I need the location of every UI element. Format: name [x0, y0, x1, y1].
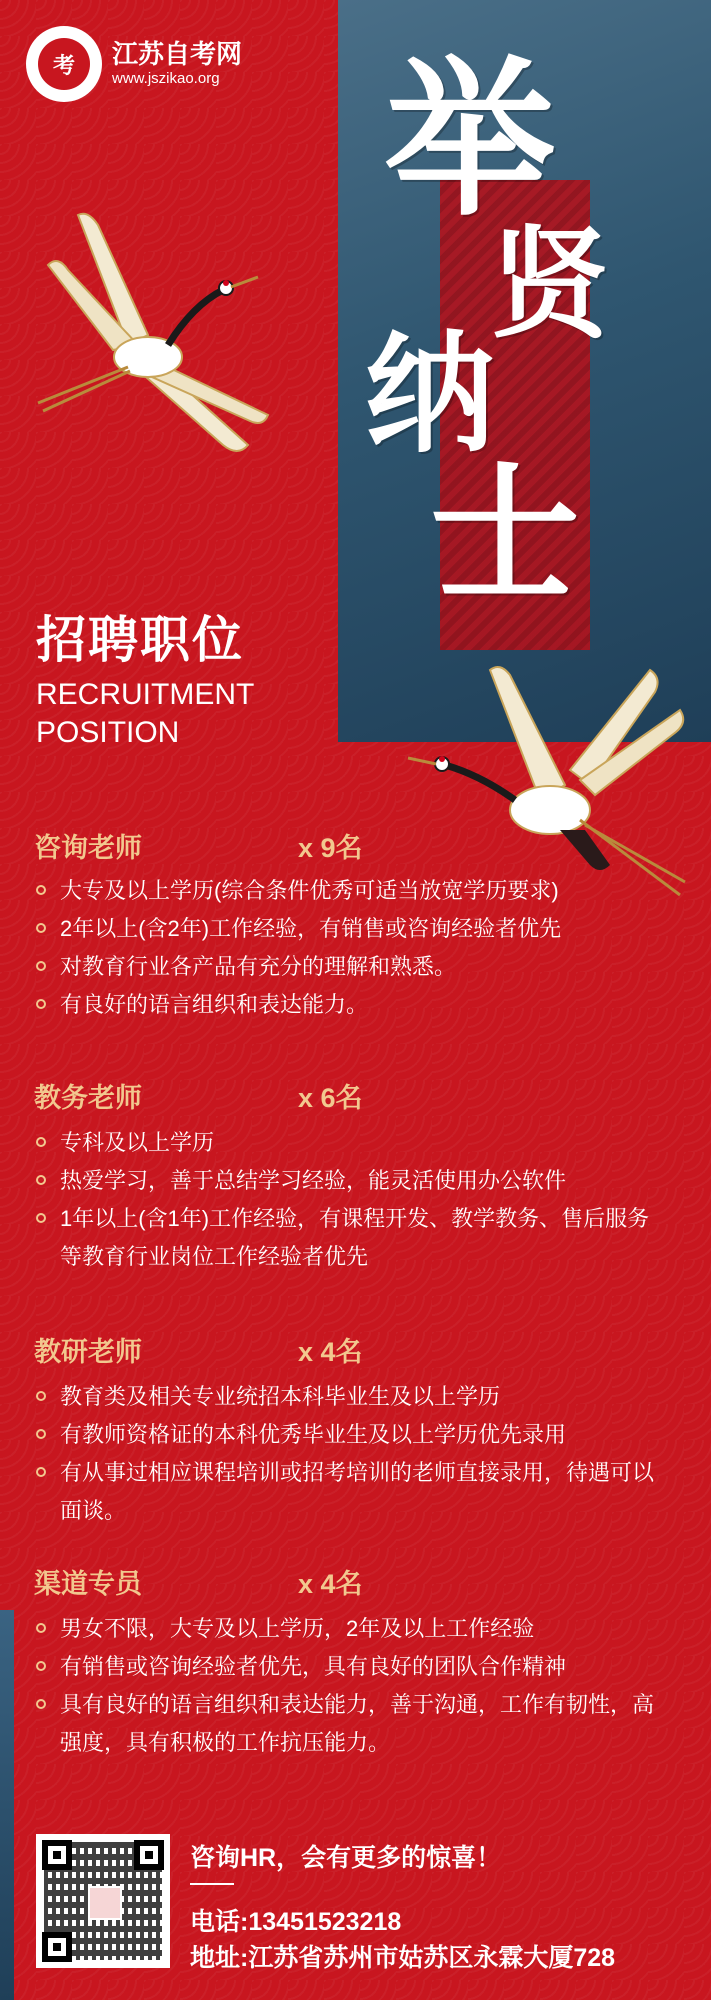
job-requirements — [34, 1378, 664, 1530]
requirement-item: 专科及以上学历 — [34, 1124, 664, 1162]
job-requirements — [34, 1124, 664, 1276]
requirement-item: 1年以上(含1年)工作经验，有课程开发、教学教务、售后服务等教育行业岗位工作经验者优先 — [34, 1200, 664, 1276]
bullet-icon — [36, 1467, 46, 1477]
bullet-icon — [36, 1213, 46, 1223]
job-count: x 4名 — [298, 1569, 363, 1599]
blue-edge-strip — [0, 1610, 14, 2000]
qr-finder-icon — [42, 1840, 72, 1870]
banner-char-4: 士 — [430, 447, 581, 623]
job-requirements — [34, 1610, 664, 1762]
requirement-item: 有良好的语言组织和表达能力。 — [34, 986, 664, 1024]
contact-phone[interactable]: 电话:13451523218 — [190, 1908, 402, 1936]
heading-en-line2: POSITION — [36, 716, 180, 749]
requirement-item: 热爱学习，善于总结学习经验，能灵活使用办公软件 — [34, 1162, 664, 1200]
bullet-icon — [36, 1699, 46, 1709]
brand-url[interactable]: www.jszikao.org — [112, 70, 220, 87]
bullet-icon — [36, 1175, 46, 1185]
contact-headline: 咨询HR，会有更多的惊喜！ — [190, 1844, 502, 1872]
job-count: x 4名 — [298, 1337, 363, 1367]
job-title: 教研老师 — [34, 1337, 142, 1367]
logo-mark: 考 — [38, 38, 90, 90]
requirement-item: 2年以上(含2年)工作经验，有销售或咨询经验者优先 — [34, 910, 664, 948]
bullet-icon — [36, 1623, 46, 1633]
heading-en-line1: RECRUITMENT — [36, 678, 255, 711]
bullet-icon — [36, 1137, 46, 1147]
bullet-icon — [36, 1429, 46, 1439]
section-heading-en — [36, 676, 254, 752]
job-title: 渠道专员 — [34, 1569, 142, 1599]
bullet-icon — [36, 1391, 46, 1401]
bullet-icon — [36, 1661, 46, 1671]
requirement-item: 有教师资格证的本科优秀毕业生及以上学历优先录用 — [34, 1416, 664, 1454]
qr-finder-icon — [134, 1840, 164, 1870]
contact-address: 地址:江苏省苏州市姑苏区永霖大厦728 — [190, 1944, 616, 1972]
bullet-icon — [36, 961, 46, 971]
crane-illustration-icon — [400, 650, 690, 910]
bullet-icon — [36, 999, 46, 1009]
requirement-item: 大专及以上学历(综合条件优秀可适当放宽学历要求) — [34, 872, 664, 910]
job-title: 教务老师 — [34, 1083, 142, 1113]
banner-char-3: 纳 — [365, 318, 496, 471]
logo-icon[interactable] — [26, 26, 102, 102]
banner-char-2: 贤 — [490, 214, 610, 355]
requirement-item: 有从事过相应课程培训或招考培训的老师直接录用，待遇可以面谈。 — [34, 1454, 664, 1530]
requirement-item: 有销售或咨询经验者优先，具有良好的团队合作精神 — [34, 1648, 664, 1686]
qr-code-icon[interactable] — [36, 1834, 170, 1968]
bullet-icon — [36, 923, 46, 933]
section-heading: 招聘职位 — [36, 612, 244, 668]
bullet-icon — [36, 885, 46, 895]
job-count: x 6名 — [298, 1083, 363, 1113]
requirement-item: 具有良好的语言组织和表达能力，善于沟通，工作有韧性，高强度，具有积极的工作抗压能力。 — [34, 1686, 664, 1762]
qr-finder-icon — [42, 1932, 72, 1962]
brand-name: 江苏自考网 — [112, 39, 243, 69]
requirement-item: 对教育行业各产品有充分的理解和熟悉。 — [34, 948, 664, 986]
job-requirements — [34, 872, 664, 1024]
job-title: 咨询老师 — [34, 833, 142, 863]
job-count: x 9名 — [298, 833, 363, 863]
requirement-item: 男女不限，大专及以上学历，2年及以上工作经验 — [34, 1610, 664, 1648]
crane-illustration-icon — [18, 195, 288, 465]
requirement-item: 教育类及相关专业统招本科毕业生及以上学历 — [34, 1378, 664, 1416]
banner-char-1: 举 — [385, 40, 556, 240]
contact-divider — [190, 1883, 234, 1885]
qr-avatar — [88, 1886, 122, 1920]
